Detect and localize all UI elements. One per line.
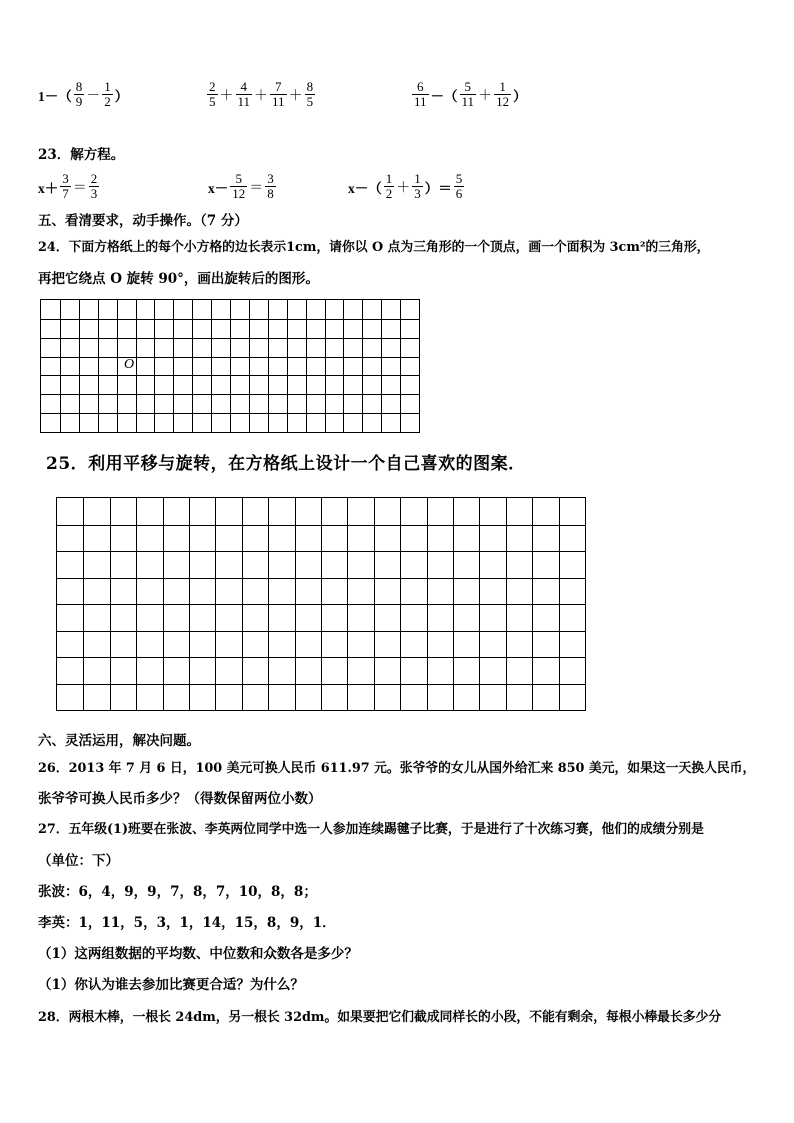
fraction: $\frac{1}{2}$ — [385, 171, 393, 201]
q24-line1: 24．下面方格纸上的每个小方格的边长表示1cm，请你以 O 点为三角形的一个顶点，画一个面积为 3cm²的三角形， — [38, 240, 710, 255]
fraction: $\frac{7}{11}$ — [272, 79, 285, 109]
q27-line4: 李英：1，11，5，3，1，14，15，8，9，1． — [38, 915, 336, 931]
q26-line1: 26．2013 年 7 月 6 日，100 美元可换人民币 611.97 元。张爷爷的女儿从国外给汇来 850 美元，如果这一天换人民币， — [38, 761, 756, 776]
grid-paper-1[interactable] — [40, 299, 420, 433]
grid-lines — [57, 498, 585, 710]
q23-title: 23．解方程。 — [38, 147, 125, 163]
expr1-lead: 1－（ — [38, 88, 72, 104]
section-6-heading: 六、灵活运用，解决问题。 — [38, 733, 200, 749]
q27-line2: （单位：下） — [38, 853, 119, 869]
equation-3: x－（ $\frac{1}{2}$ ＋ $\frac{1}{3}$ ）＝ $\frac{5}{6}$ — [348, 171, 463, 201]
expression-3: $\frac{6}{11}$ －（ $\frac{5}{11}$ ＋ $\frac{1}{12}$ ） — [414, 79, 527, 109]
q27-line6: （1）你认为谁去参加比赛更合适？为什么？ — [38, 977, 304, 993]
fraction: $\frac{2}{5}$ — [209, 79, 216, 109]
q27-line3: 张波：6，4，9，9，7，8，7，10，8，8； — [38, 884, 317, 900]
fraction: $\frac{2}{3}$ — [90, 171, 98, 201]
fraction: $\frac{8}{9}$ — [75, 79, 83, 109]
equation-1: x＋ $\frac{3}{7}$ ＝ $\frac{2}{3}$ — [38, 171, 98, 201]
q27-line5: （1）这两组数据的平均数、中位数和众数各是多少？ — [38, 946, 358, 962]
expression-1 — [38, 80, 128, 109]
expression-2: $\frac{2}{5}$ ＋ $\frac{4}{11}$ ＋ $\frac{7}{11}$ ＋ $\frac{8}{5}$ — [209, 79, 314, 109]
grid-lines — [41, 300, 419, 432]
q25-text: 25．利用平移与旋转，在方格纸上设计一个自己喜欢的图案． — [46, 454, 526, 474]
fraction: $\frac{5}{11}$ — [461, 79, 475, 109]
point-o-label: O — [124, 357, 135, 372]
expr1-tail: ） — [114, 88, 129, 104]
q28-line1: 28．两根木棒，一根长 24dm，另一根长 32dm。如果要把它们截成同样长的小段，不能有剩余，每根小棒最长多少分 — [38, 1010, 722, 1025]
fraction: $\frac{1}{2}$ — [104, 79, 111, 109]
grid-paper-2[interactable] — [56, 497, 586, 711]
operator: － — [86, 88, 101, 104]
equation-2: x－ $\frac{5}{12}$ ＝ $\frac{3}{8}$ — [208, 171, 274, 201]
fraction: $\frac{8}{5}$ — [306, 79, 314, 109]
fraction: $\frac{1}{12}$ — [496, 79, 510, 109]
section-5-heading: 五、看清要求，动手操作。（7 分） — [38, 213, 248, 229]
fraction: $\frac{5}{12}$ — [232, 171, 246, 201]
fraction: $\frac{1}{3}$ — [414, 171, 421, 201]
q27-line1: 27．五年级(1)班要在张波、李英两位同学中选一人参加连续踢毽子比赛，于是进行了十次练习赛，他们的成绩分别是 — [38, 822, 704, 837]
fraction: $\frac{6}{11}$ — [414, 79, 427, 109]
fraction: $\frac{3}{7}$ — [62, 171, 69, 201]
fraction: $\frac{5}{6}$ — [455, 171, 463, 201]
q24-line2: 再把它绕点 O 旋转 90°，画出旋转后的图形。 — [38, 271, 319, 287]
q26-line2: 张爷爷可换人民币多少？（得数保留两位小数） — [38, 791, 322, 807]
fraction: $\frac{3}{8}$ — [267, 171, 274, 201]
fraction: $\frac{4}{11}$ — [237, 79, 251, 109]
